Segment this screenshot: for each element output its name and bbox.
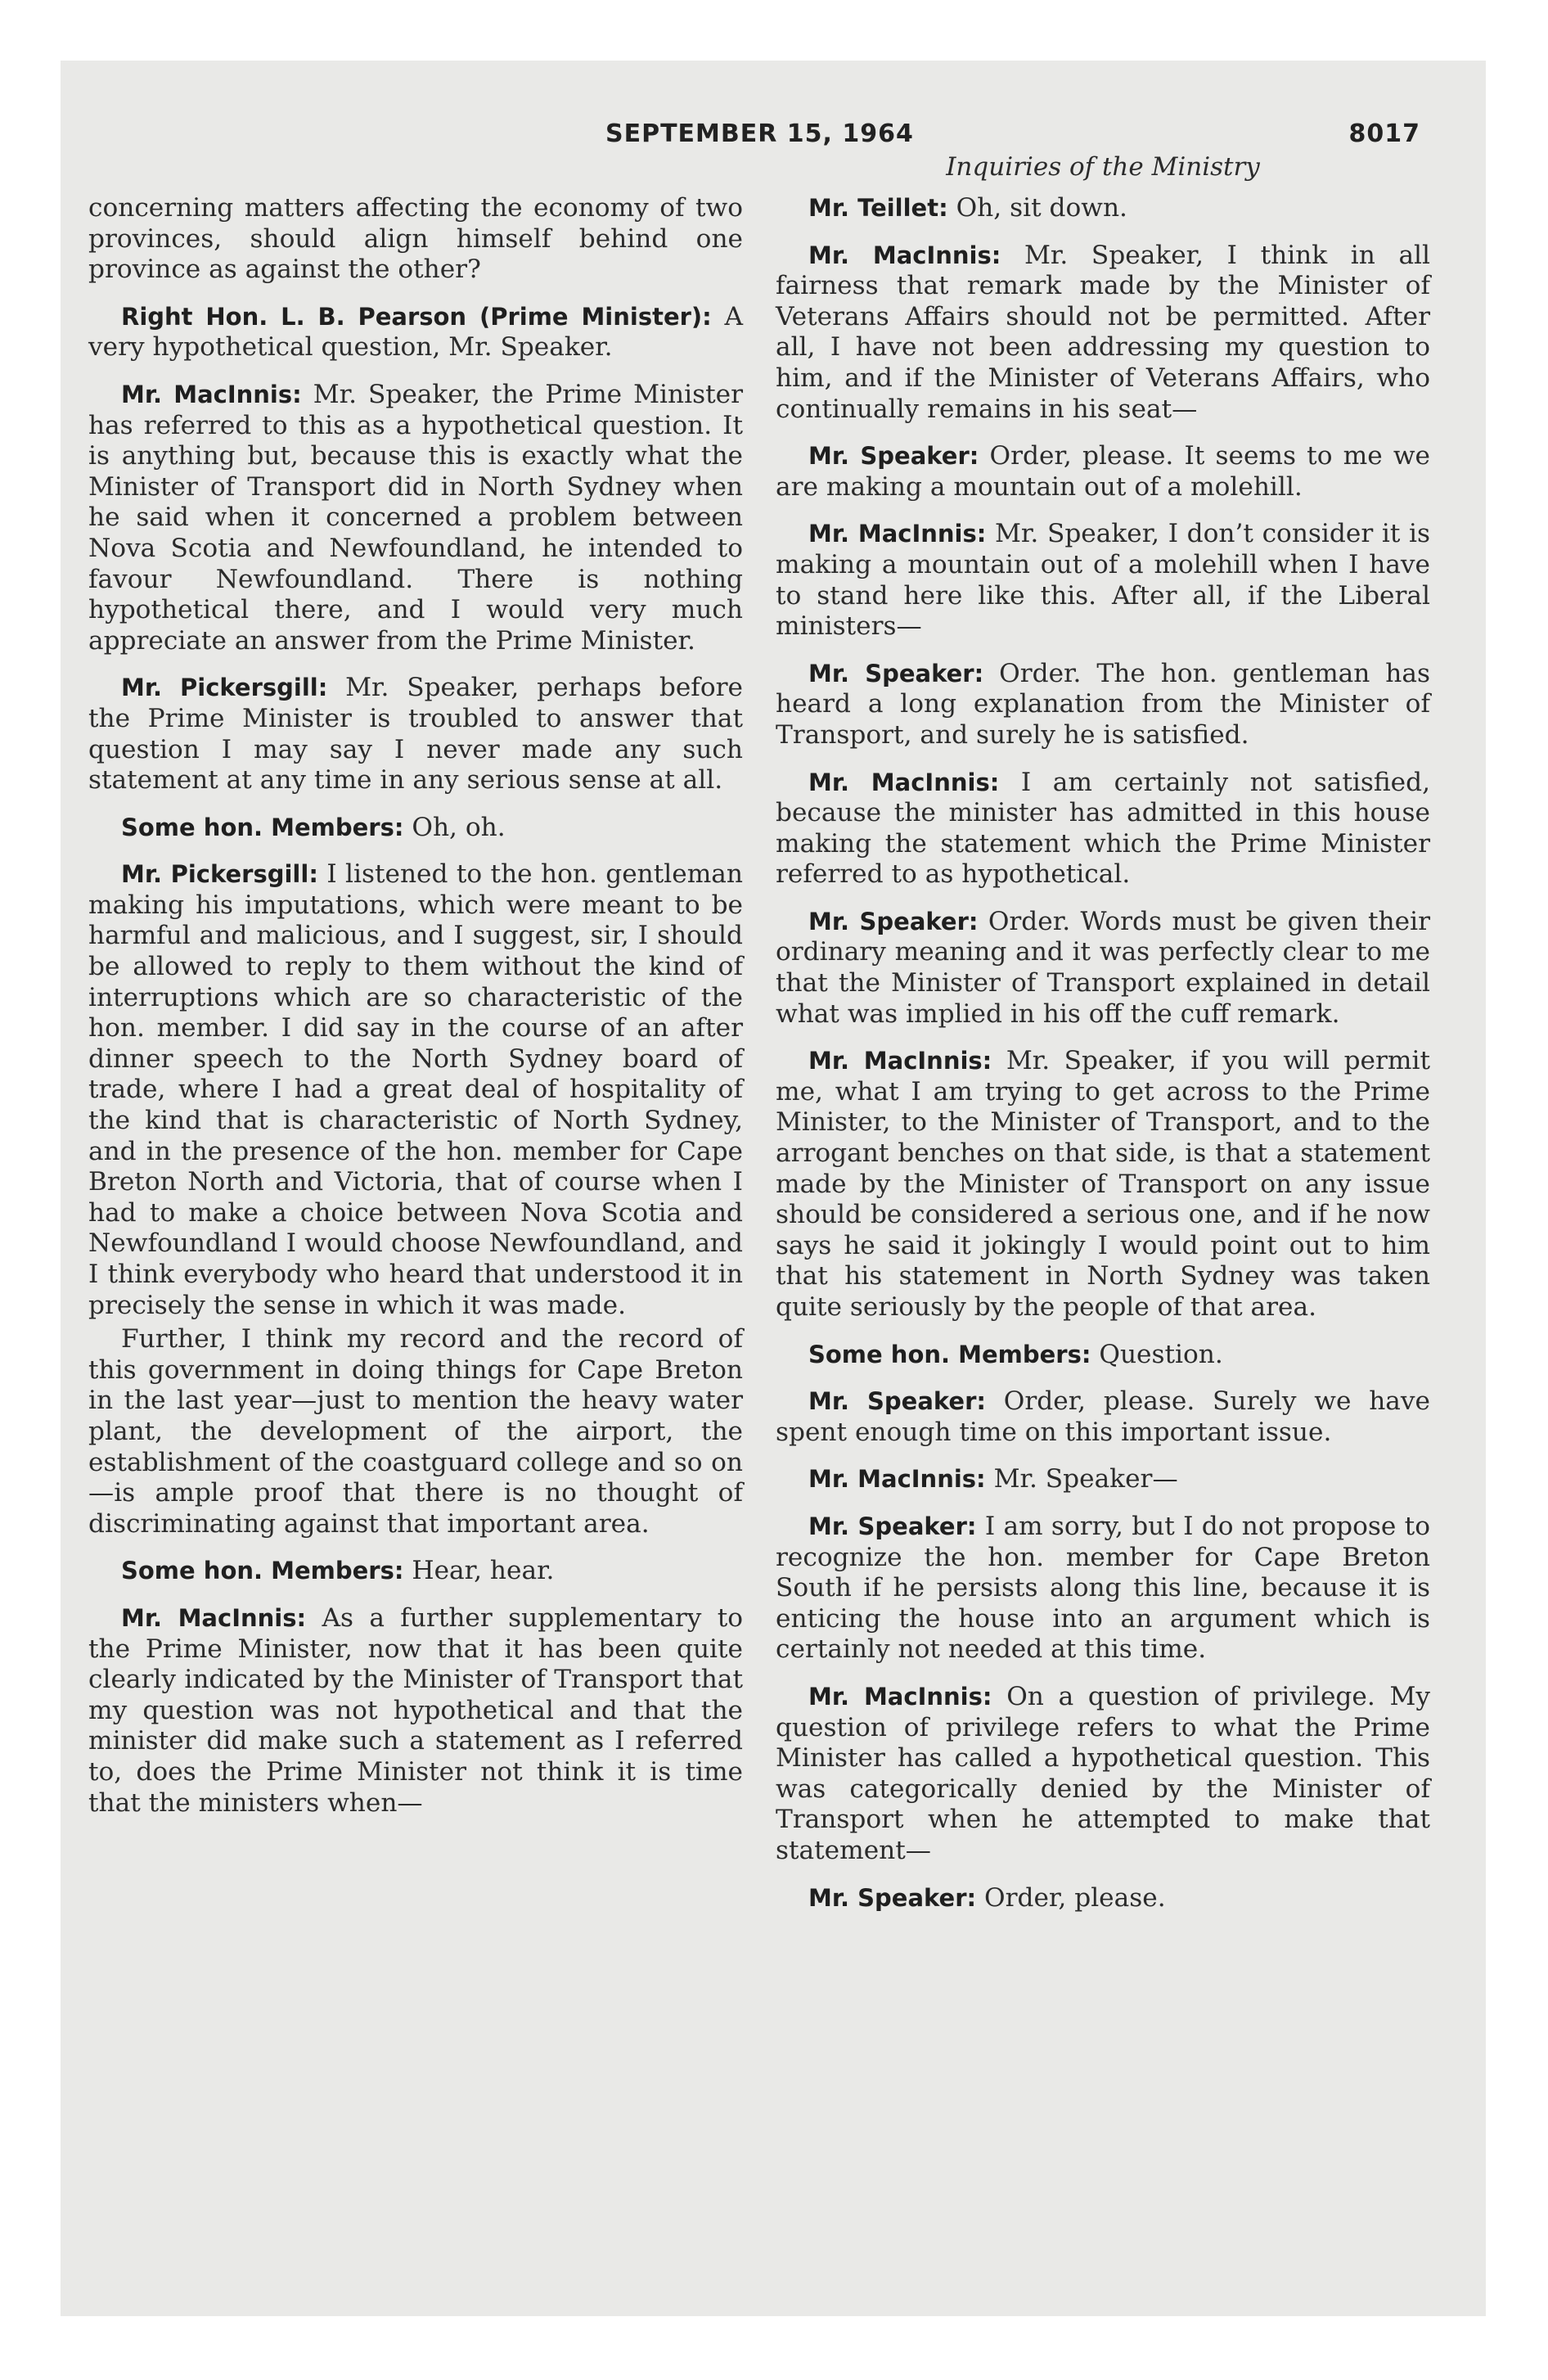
paragraph-text: concerning matters affecting the economy of two provinces, should align himself behind one province as against the other?	[88, 193, 743, 285]
paragraph-text: Question.	[1099, 1339, 1223, 1369]
speaker-name: Some hon. Members:	[121, 1557, 404, 1585]
paragraph-text: Oh, oh.	[412, 812, 506, 842]
paragraph-text: Hear, hear.	[412, 1556, 555, 1586]
paragraph	[776, 193, 1430, 224]
paragraph	[88, 673, 743, 796]
speaker-name: Mr. MacInnis:	[121, 1603, 307, 1632]
paragraph	[776, 659, 1430, 751]
paragraph	[776, 1386, 1430, 1448]
paragraph-text: I am sorry, but I do not propose to recognize the hon. member for Cape Breton South if he persists along this line, because it is enticing the house into an argument which is certainly not needed at this time.	[776, 1511, 1430, 1665]
paragraph-text: Order, please. It seems to me we are making a mountain out of a molehill.	[776, 441, 1430, 502]
paragraph-text: Order. The hon. gentleman has heard a long explanation from the Minister of Transport, and surely he is satisfied.	[776, 658, 1430, 750]
speaker-name: Some hon. Members:	[121, 813, 404, 841]
paragraph-text: As a further supplementary to the Prime Minister, now that it has been quite clearly indicated by the Minister of Transport that my question was not hypothetical and that the minister did make such a statement as I referred to, does the Prime Minister not think it is time that the ministers when—	[88, 1602, 744, 1818]
paragraph	[88, 380, 743, 656]
speaker-name: Mr. Speaker:	[808, 659, 984, 687]
paragraph-text: Order, please. Surely we have spent enough time on this important issue.	[776, 1386, 1430, 1447]
paragraph	[776, 519, 1430, 642]
paragraph-text: Order, please.	[984, 1882, 1166, 1913]
paragraph-text: Mr. Speaker, perhaps before the Prime Minister is troubled to answer that question I may say I never made any such statement at any time in any serious sense at all.	[88, 673, 743, 796]
speaker-name: Mr. MacInnis:	[808, 241, 1001, 269]
speaker-name: Mr. MacInnis:	[808, 768, 1000, 796]
speaker-name: Mr. Speaker:	[808, 907, 979, 935]
left-column	[88, 193, 743, 1819]
speaker-name: Mr. MacInnis:	[808, 1465, 986, 1494]
paragraph-text: Order. Words must be given their ordinary meaning and it was perfectly clear to me that the Minister of Transport explained in detail what was implied in his off the cuff remark.	[776, 906, 1430, 1029]
paragraph	[776, 1682, 1430, 1867]
paragraph-text: A very hypothetical question, Mr. Speaker.	[88, 301, 743, 363]
speaker-name: Mr. Teillet:	[808, 194, 948, 222]
paragraph-text: Mr. Speaker, the Prime Minister has referred to this as a hypothetical question. It is anything but, because this is exactly what the Minister of Transport did in North Sydney when he said when it concerned a problem between Nova Scotia and Newfoundland, he intended to favour Newfoundland. There is nothing hypothetical there, and I would very much appreciate an answer from the Prime Minister.	[88, 379, 743, 656]
paragraph-text: I am certainly not satisfied, because the minister has admitted in this house making the statement which the Prime Minister referred to as hypothetical.	[776, 767, 1430, 890]
page-number: 8017	[1348, 119, 1420, 148]
paragraph	[88, 193, 743, 286]
paragraph	[776, 441, 1430, 503]
speaker-name: Mr. Speaker:	[808, 1512, 977, 1540]
paragraph	[776, 768, 1430, 890]
paragraph-text: Mr. Speaker—	[993, 1464, 1178, 1494]
paragraph	[776, 907, 1430, 1030]
speaker-name: Mr. MacInnis:	[121, 380, 302, 408]
paragraph	[776, 1340, 1430, 1371]
paragraph	[776, 1512, 1430, 1666]
paragraph	[88, 813, 743, 844]
speaker-name: Mr. MacInnis:	[808, 1047, 992, 1075]
speaker-name: Mr. Speaker:	[808, 442, 979, 471]
speaker-name: Right Hon. L. B. Pearson (Prime Minister):	[121, 302, 712, 331]
paragraph-text: Further, I think my record and the record of this government in doing things for Cape Breton in the last year—just to mention the heavy water plant, the development of the airport, the establishment of the coastguard college and so on—is ample proof that there is no thought of discriminating against that important area.	[88, 1324, 743, 1539]
paragraph-text: On a question of privilege. My question of privilege refers to what the Prime Minister has called a hypothetical question. This was categorically denied by the Minister of Transport when he attempted to make that statement—	[776, 1681, 1431, 1865]
paragraph	[88, 1324, 743, 1539]
paragraph	[776, 241, 1430, 426]
speaker-name: Mr. Pickersgill:	[121, 674, 328, 702]
header-date: SEPTEMBER 15, 1964	[605, 119, 914, 148]
paragraph-text: I listened to the hon. gentleman making his imputations, which were meant to be harmful and malicious, and I suggest, sir, I should be allowed to reply to them without the kind of interruptions which are so characteristic of the hon. member. I did say in the course of an after dinner speech to the North Sydney board of trade, where I had a great deal of hospitality of the kind that is characteristic of North Sydney, and in the presence of the hon. member for Cape Breton North and Victoria, that of course when I had to make a choice between Nova Scotia and Newfoundland I would choose Newfoundland, and I think everybody who heard that understood it in precisely the sense in which it was made.	[88, 859, 743, 1320]
paragraph	[776, 1464, 1430, 1495]
paragraph-text: Oh, sit down.	[956, 193, 1127, 223]
paragraph	[88, 1556, 743, 1587]
speaker-name: Mr. Pickersgill:	[121, 860, 318, 889]
paragraph-text: Mr. Speaker, I think in all fairness that remark made by the Minister of Veterans Affairs should not be permitted. After all, I have not been addressing my question to him, and if the Minister of Veterans Affairs, who continually remains in his seat—	[776, 240, 1430, 424]
paragraph	[88, 302, 743, 363]
paragraph-text: Mr. Speaker, if you will permit me, what I am trying to get across to the Prime Minister, to the Minister of Transport, and to the arrogant benches on that side, is that a statement made by the Minister of Transport on any issue should be considered a serious one, and if he now says he said it jokingly I would point out to him that his statement in North Sydney was taken quite seriously by the people of that area.	[776, 1046, 1430, 1322]
speaker-name: Mr. Speaker:	[808, 1883, 977, 1912]
paragraph	[88, 859, 743, 1321]
speaker-name: Mr. MacInnis:	[808, 520, 987, 548]
paragraph	[776, 1883, 1430, 1914]
paragraph	[88, 1603, 743, 1819]
speaker-name: Mr. Speaker:	[808, 1387, 986, 1416]
paragraph-text: Mr. Speaker, I don’t consider it is making a mountain out of a molehill when I have to stand here like this. After all, if the Liberal ministers—	[776, 519, 1430, 642]
section-title: Inquiries of the Ministry	[946, 152, 1260, 182]
paragraph	[776, 1046, 1430, 1323]
right-column	[776, 193, 1430, 1913]
speaker-name: Mr. MacInnis:	[808, 1682, 992, 1711]
speaker-name: Some hon. Members:	[808, 1340, 1091, 1368]
